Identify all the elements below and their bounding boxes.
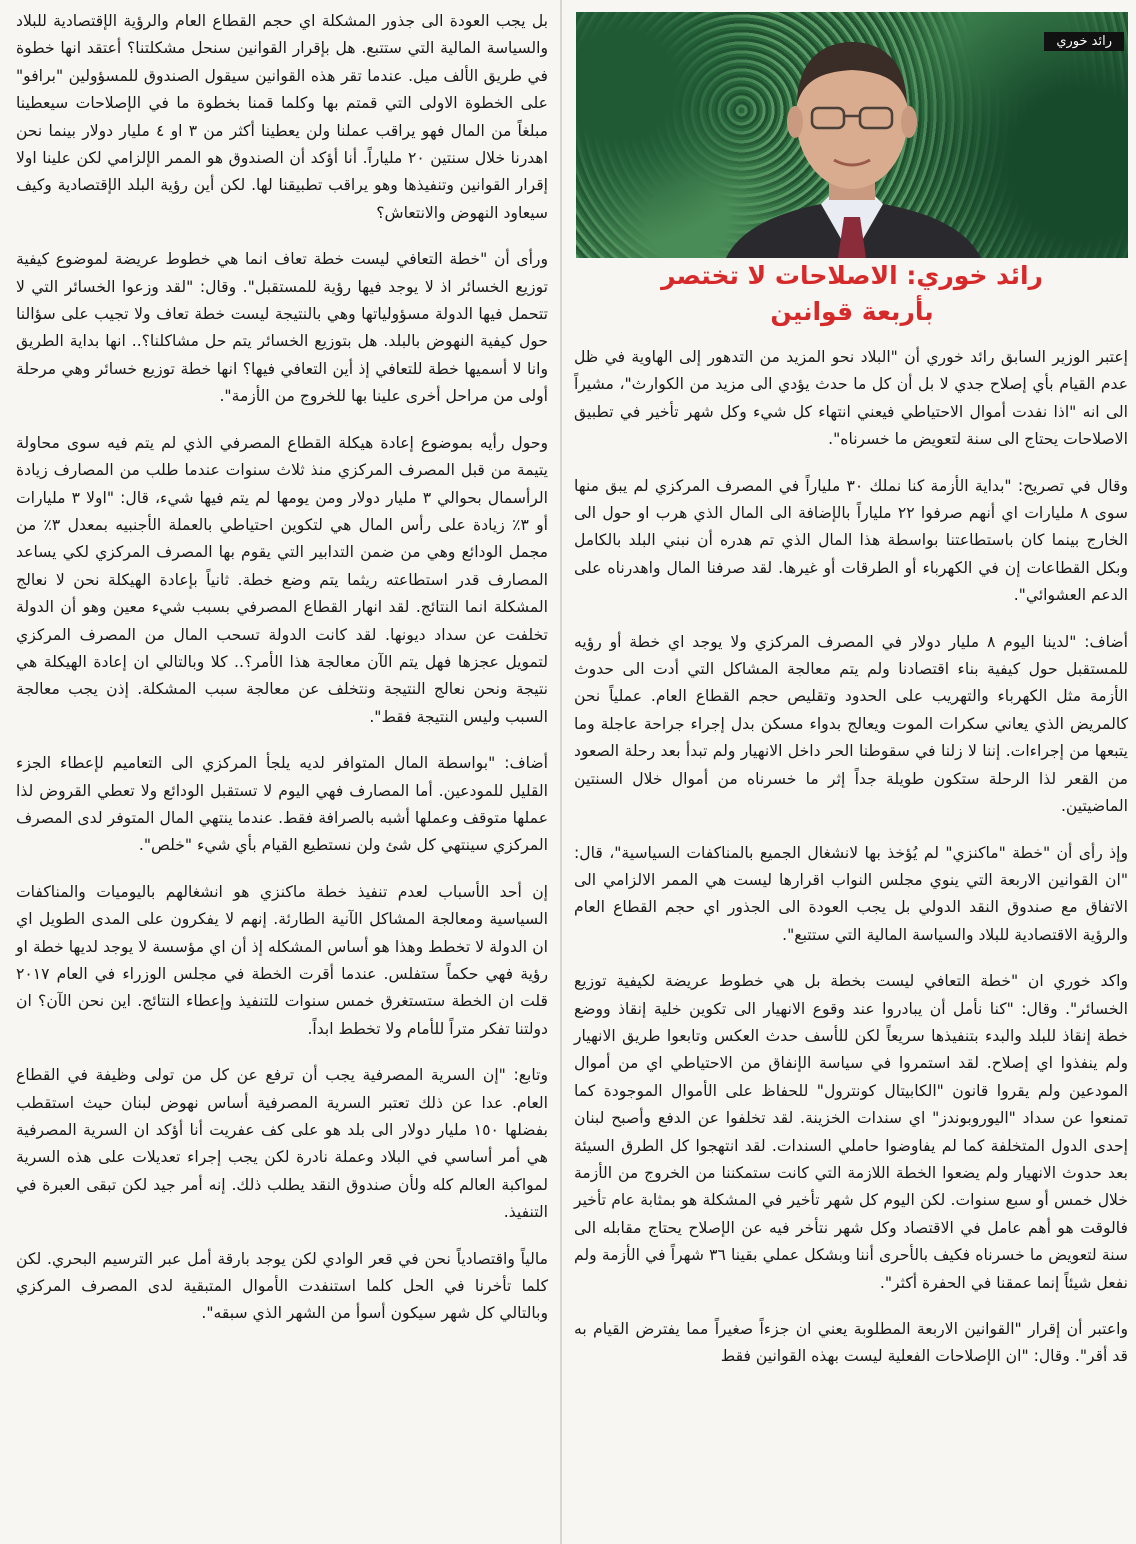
left-column (16, 0, 548, 1347)
paragraph: وقال في تصريح: "بداية الأزمة كنا نملك ٣٠ ملياراً في المصرف المركزي لم يبق منها سوى ٨ مليارات اي أنهم صرفوا ٢٢ ملياراً بالإضافة الى المال الذي هرب او حول الى الخارج بينما كان باستطاعتنا بواسطة هذا المال الذي تم هدره أن نبني البلد بالكامل وبكل القطاعات إن في الكهرباء أو الطرقات أو غيرها. لقد صرفنا المال واهدرناه على الدعم العشوائي". (574, 476, 1128, 605)
column-divider (560, 0, 562, 1544)
right-column (574, 344, 1128, 1390)
paragraph: وحول رأيه بموضوع إعادة هيكلة القطاع المصرفي الذي لم يتم فيه سوى محاولة يتيمة من قبل المصرف المركزي منذ ثلاث سنوات عندما طلب من المصارف زيادة الرأسمال بحوالي ٣ مليار دولار ومن يومها لم يتم فيها شيء، قال: "اولا ٣ مليارات أو ٣٪ زيادة على رأس المال هي لتكوين احتياطي بالعملة الأجنبيه بمعدل ٣٪ من مجمل الودائع وهي من ضمن التدابير التي يقوم بها المصرف المركزي لكي يساعد المصارف قدر استطاعته ريثما يتم وضع خطة. ثانياً بإعادة الهيكلة نحن لا نعالج المشكلة انما النتائج. لقد انهار القطاع المصرفي بسبب شيء معين وهو أن الدولة تخلفت عن سداد ديونها. لقد كانت الدولة تسحب المال من المصرف المركزي لتمويل عجزها فهل يتم الآن معالجة هذا الأمر؟.. كلا وبالتالي ان إعادة الهيكلة هي نتيجة ونحن نعالج النتيجة ونتخلف عن معالجة سبب المشكلة. إذن يجب معالجة السبب وليس النتيجة فقط". (16, 433, 548, 726)
headline-line-2: بأربعة قوانين (770, 297, 934, 326)
paragraph: وإذ رأى أن "خطة "ماكنزي" لم يُؤخذ بها لانشغال الجميع بالمناكفات السياسية"، قال: "ان القوانين الاربعة التي ينوي مجلس النواب اقرارها ليست هي الممر الالزامي الى الاتفاق مع صندوق النقد الدولي بل يجب العودة الى الجذور اي حجم القطاع العام والرؤية الاقتصادية للبلاد والسياسة المالية التي ستتبع". (574, 843, 1128, 944)
paragraph: أضاف: "بواسطة المال المتوافر لديه يلجأ المركزي الى التعاميم لإعطاء الجزء القليل للمودعين. أما المصارف فهي اليوم لا تستقبل الودائع ولا تعطي القروض لذا عملها متوقف وعملها أشبه بالصرافة فقط. عندما ينتهي المال المتوفر لدى المصرف المركزي سينتهي كل شئ ولن نستطيع القيام بأي شيء "خلص". (16, 754, 548, 855)
headline (576, 258, 1128, 330)
paragraph: واكد خوري ان "خطة التعافي ليست بخطة بل هي خطوط عريضة لكيفية توزيع الخسائر". وقال: "كنا نأمل أن يبادروا عند وقوع الانهيار الى تكوين خلية إنقاذ ووضع خطة إنقاذ للبلد والبدء بتنفيذها سريعاً لكن للأسف حدث العكس وتابعوا طريق الانهيار ولم ينفذوا اي إصلاح. لقد استمروا في سياسة الإنفاق من الاحتياطي اي من أموال المودعين ولم يقروا قانون "الكابيتال كونترول" للحفاظ على الأموال الموجودة كما تمنعوا عن سداد "اليوروبوندز" اي سندات الخزينة. لقد تخلفوا عن الدفع وأصبح لبنان إحدى الدول المتخلفة كما لم يفاوضوا حاملي السندات. لقد انتهجوا كل الطرق السيئة بعد حدوث الانهيار ولم يضعوا الخطة اللازمة التي كانت ستمكننا من الخروج من الأزمة خلال خمس أو سبع سنوات. لكن اليوم كل شهر تأخير في المشكلة هو بمثابة عام تأخير فالوقت هو أهم عامل في الاقتصاد وكل شهر نتأخر فيه عن الإصلاح يحتاج مقابله الى سنة لتعويض ما خسرناه فكيف بالأحرى أننا وبشكل عملي بقينا ٣٦ شهراً في الأزمة ولم نفعل شيئاً إنما عمقنا في الحفرة أكثر". (574, 972, 1128, 1292)
portrait-photo (576, 12, 1128, 258)
paragraph: إعتبر الوزير السابق رائد خوري أن "البلاد نحو المزيد من التدهور إلى الهاوية في ظل عدم القيام بأي إصلاح جدي لا بل أن كل ما حدث يؤدي الى مزيد من الكوارث"، مشيراً الى انه "اذا نفدت أموال الاحتياطي فيعني انتهاء كل شيء وكل شهر تأخير في تطبيق الاصلاحات يحتاج الى سنة لتعويض ما خسرناه". (574, 348, 1128, 449)
paragraph: إن أحد الأسباب لعدم تنفيذ خطة ماكنزي هو انشغالهم باليوميات والمناكفات السياسية ومعالجة المشاكل الآنية الطارئة. إنهم لا يفكرون على المدى الطويل اي ان الدولة لا تخطط وهذا هو أساس المشكله إذ أن اي مؤسسة لا يوجد لديها خطة او رؤية فهي حكماً ستفلس. عندما أقرت الخطة في مجلس الوزراء في العام ٢٠١٧ قلت ان الخطة ستستغرق خمس سنوات للتنفيذ وإعطاء النتائج. اين نحن الآن؟ ان دولتنا تفكر متراً للأمام ولا تخطط ابداً. (16, 882, 548, 1038)
paragraph: بل يجب العودة الى جذور المشكلة اي حجم القطاع العام والرؤية الإقتصادية للبلاد والسياسة المالية التي ستتبع. هل بإقرار القوانين سنحل مشكلتنا؟ أعتقد انها خطوة في طريق الألف ميل. عندما تقر هذه القوانين سيقول الصندوق للمسؤولين "برافو" على الخطوة الاولى التي قمتم بها وكلما قمنا بخطوة ما في الإصلاحات سيعطينا مبلغاً من المال فهو يراقب عملنا ولن يعطينا أكثر من ٣ او ٤ مليار دولار بينما نحن اهدرنا خلال سنتين ٢٠ ملياراً. أنا أؤكد أن الصندوق هو الممر الإلزامي لكن علينا اولا إقرار القوانين وتنفيذها وهو يراقب تطبيقنا لها. لكن أين رؤية البلد الإقتصادية وكيف سيعاود النهوض والانتعاش؟ (16, 12, 548, 222)
paragraph: أضاف: "لدينا اليوم ٨ مليار دولار في المصرف المركزي ولا يوجد اي خطة أو رؤيه للمستقبل حول كيفية بناء اقتصادنا ولم يتم معالجة المشاكل التي أدت الى حدوث الأزمة مثل الكهرباء والتهريب على الحدود وتقليص حجم القطاع العام. عملياً نحن كالمريض الذي يعاني سكرات الموت ويعالج بدواء مسكن بدل إجراء جراحة عاجلة وما يتبعها من إجراءات. إننا لا زلنا في سقوطنا الحر داخل الانهيار ولم تبدأ بعد رحلة الصعود من القعر لذا الرحلة ستكون طويلة جداً إثر ما خسرناه من أموال خلال السنتين الماضيتين. (574, 632, 1128, 816)
photo-caption: رائد خوري (1044, 32, 1124, 51)
paragraph: مالياً واقتصادياً نحن في قعر الوادي لكن يوجد بارقة أمل عبر الترسيم البحري. لكن كلما تأخرنا في الحل كلما استنفدت الأموال المتبقية لدى المصرف المركزي وبالتالي كل شهر سيكون أسوأ من الشهر الذي سبقه". (16, 1249, 548, 1323)
headline-line-1: رائد خوري: الاصلاحات لا تختصر (661, 261, 1043, 290)
paragraph: واعتبر أن إقرار "القوانين الاربعة المطلوبة يعني ان جزءاً صغيراً مما يفترض القيام به قد أقر". وقال: "ان الإصلاحات الفعلية ليست بهذه القوانين فقط (574, 1320, 1128, 1366)
paragraph: وتابع: "إن السرية المصرفية يجب أن ترفع عن كل من تولى وظيفة في القطاع العام. عدا عن ذلك تعتبر السرية المصرفية أساس نهوض لبنان حيث استقطب بفضلها ١٥٠ مليار دولار الى بلد هو على كف عفريت أنا أؤكد ان السرية المصرفية هي أمر أساسي في البلاد وعملة نادرة لكن يجب إجراء تعديلات على هذه السرية لمواكبة العالم كله ولأن صندوق النقد يطلب ذلك. إنه أمر جيد لكن تبقى العبرة في التنفيذ. (16, 1066, 549, 1222)
paragraph: ورأى أن "خطة التعافي ليست خطة تعاف انما هي خطوط عريضة لموضوع كيفية توزيع الخسائر اذ لا يوجد فيها رؤية للمستقبل". وقال: "لقد وزعوا الخسائر التي لا تتحمل فيها الدولة مسؤولياتها وهي بالنتيجة ليست خطة تعاف ولا تجيب على سؤالنا حول كيفية النهوض بالبلد. هل بتوزيع الخسائر يتم حل مشاكلنا؟.. انها بداية الطريق وانا لا أسميها خطة للتعافي إذ أين التعافي فيها؟ انها خطة توزيع خسائر وهي مرحلة أولى من مراحل أخرى علينا بها للخروج من الأزمة". (16, 250, 548, 406)
